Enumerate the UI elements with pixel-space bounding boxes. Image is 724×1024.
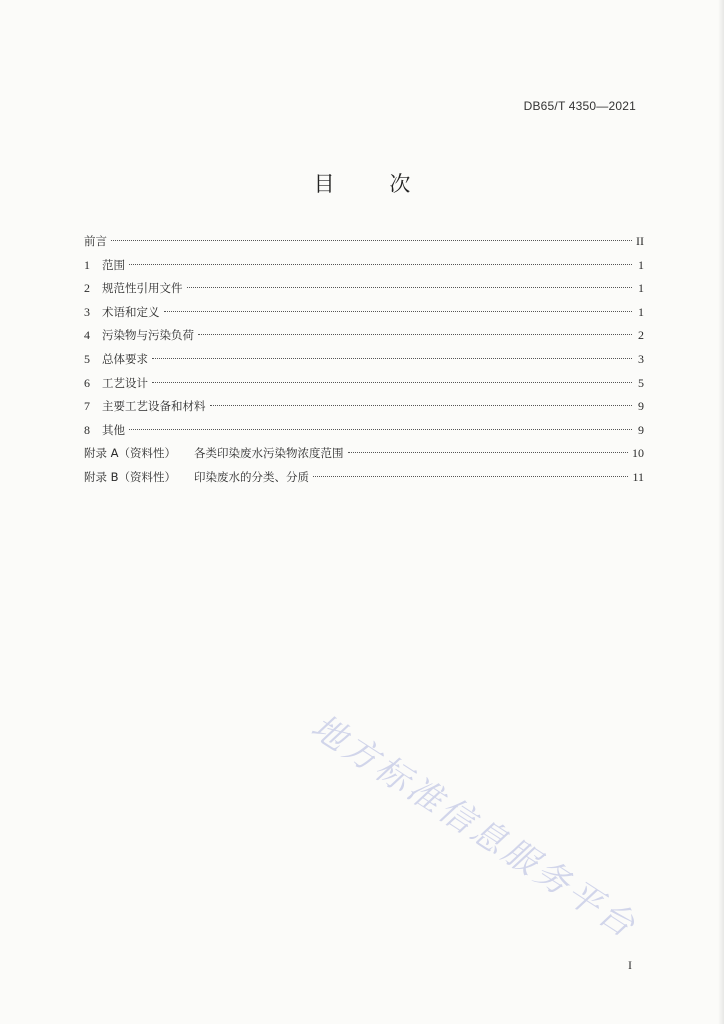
scan-edge-shadow — [718, 0, 724, 1024]
toc-entry-number: 3 — [84, 304, 90, 319]
toc-entry-equipment-materials[interactable] — [84, 395, 644, 419]
toc-entry-foreword[interactable] — [84, 230, 644, 254]
toc-entry-process-design[interactable] — [84, 372, 644, 396]
toc-leader-dots — [152, 381, 632, 383]
toc-leader-dots — [164, 310, 633, 312]
toc-entry-page: 9 — [638, 399, 644, 414]
toc-entry-appendix-b[interactable] — [84, 466, 644, 490]
toc-entry-page: 10 — [632, 446, 644, 461]
toc-entry-scope[interactable] — [84, 254, 644, 278]
toc-entry-label: 术语和定义 — [102, 304, 160, 319]
toc-entry-appendix-prefix: 附录 B（资料性） — [84, 469, 177, 484]
toc-entry-pollutants-load[interactable] — [84, 324, 644, 348]
toc-entry-page: 3 — [638, 351, 644, 366]
toc-entry-label: 污染物与污染负荷 — [102, 328, 194, 343]
toc-entry-label: 其他 — [102, 422, 125, 437]
toc-entry-label: 前言 — [84, 234, 107, 248]
table-of-contents — [84, 230, 644, 490]
toc-leader-dots — [348, 451, 629, 453]
toc-entry-page: 5 — [638, 375, 644, 390]
toc-entry-appendix-prefix: 附录 A（资料性） — [84, 446, 177, 461]
toc-entry-page: 1 — [638, 281, 644, 296]
toc-entry-number: 7 — [84, 399, 90, 414]
toc-leader-dots — [187, 286, 633, 288]
toc-entry-page: 2 — [638, 328, 644, 343]
toc-entry-number: 4 — [84, 328, 90, 343]
toc-entry-terms-definitions[interactable] — [84, 301, 644, 325]
toc-entry-number: 2 — [84, 281, 90, 296]
toc-leader-dots — [111, 239, 632, 241]
toc-title: 目 次 — [313, 172, 435, 196]
toc-entry-page: 11 — [632, 469, 644, 484]
toc-entry-label: 印染废水的分类、分质 — [194, 469, 309, 484]
toc-entry-label: 范围 — [102, 257, 125, 272]
toc-entry-label: 工艺设计 — [102, 375, 148, 390]
toc-leader-dots — [129, 263, 632, 265]
toc-entry-other[interactable] — [84, 419, 644, 443]
toc-entry-page: II — [636, 234, 644, 248]
toc-entry-appendix-a[interactable] — [84, 442, 644, 466]
toc-entry-page: 1 — [638, 304, 644, 319]
toc-entry-page: 1 — [638, 257, 644, 272]
toc-entry-label: 各类印染废水污染物浓度范围 — [194, 446, 344, 461]
toc-leader-dots — [198, 333, 632, 335]
page-number: I — [628, 958, 632, 972]
toc-entry-general-requirements[interactable] — [84, 348, 644, 372]
toc-entry-number: 8 — [84, 422, 90, 437]
toc-leader-dots — [129, 428, 632, 430]
document-code: DB65/T 4350—2021 — [523, 99, 636, 113]
toc-entry-label: 总体要求 — [102, 351, 148, 366]
toc-entry-number: 5 — [84, 351, 90, 366]
toc-entry-page: 9 — [638, 422, 644, 437]
watermark: 地方标准信息服务平台 — [303, 706, 645, 948]
toc-leader-dots — [152, 357, 632, 359]
toc-entry-label: 主要工艺设备和材料 — [102, 399, 206, 414]
toc-entry-number: 1 — [84, 257, 90, 272]
toc-leader-dots — [210, 404, 633, 406]
toc-entry-label: 规范性引用文件 — [102, 281, 183, 296]
toc-entry-normative-references[interactable] — [84, 277, 644, 301]
toc-entry-number: 6 — [84, 375, 90, 390]
toc-leader-dots — [313, 475, 628, 477]
